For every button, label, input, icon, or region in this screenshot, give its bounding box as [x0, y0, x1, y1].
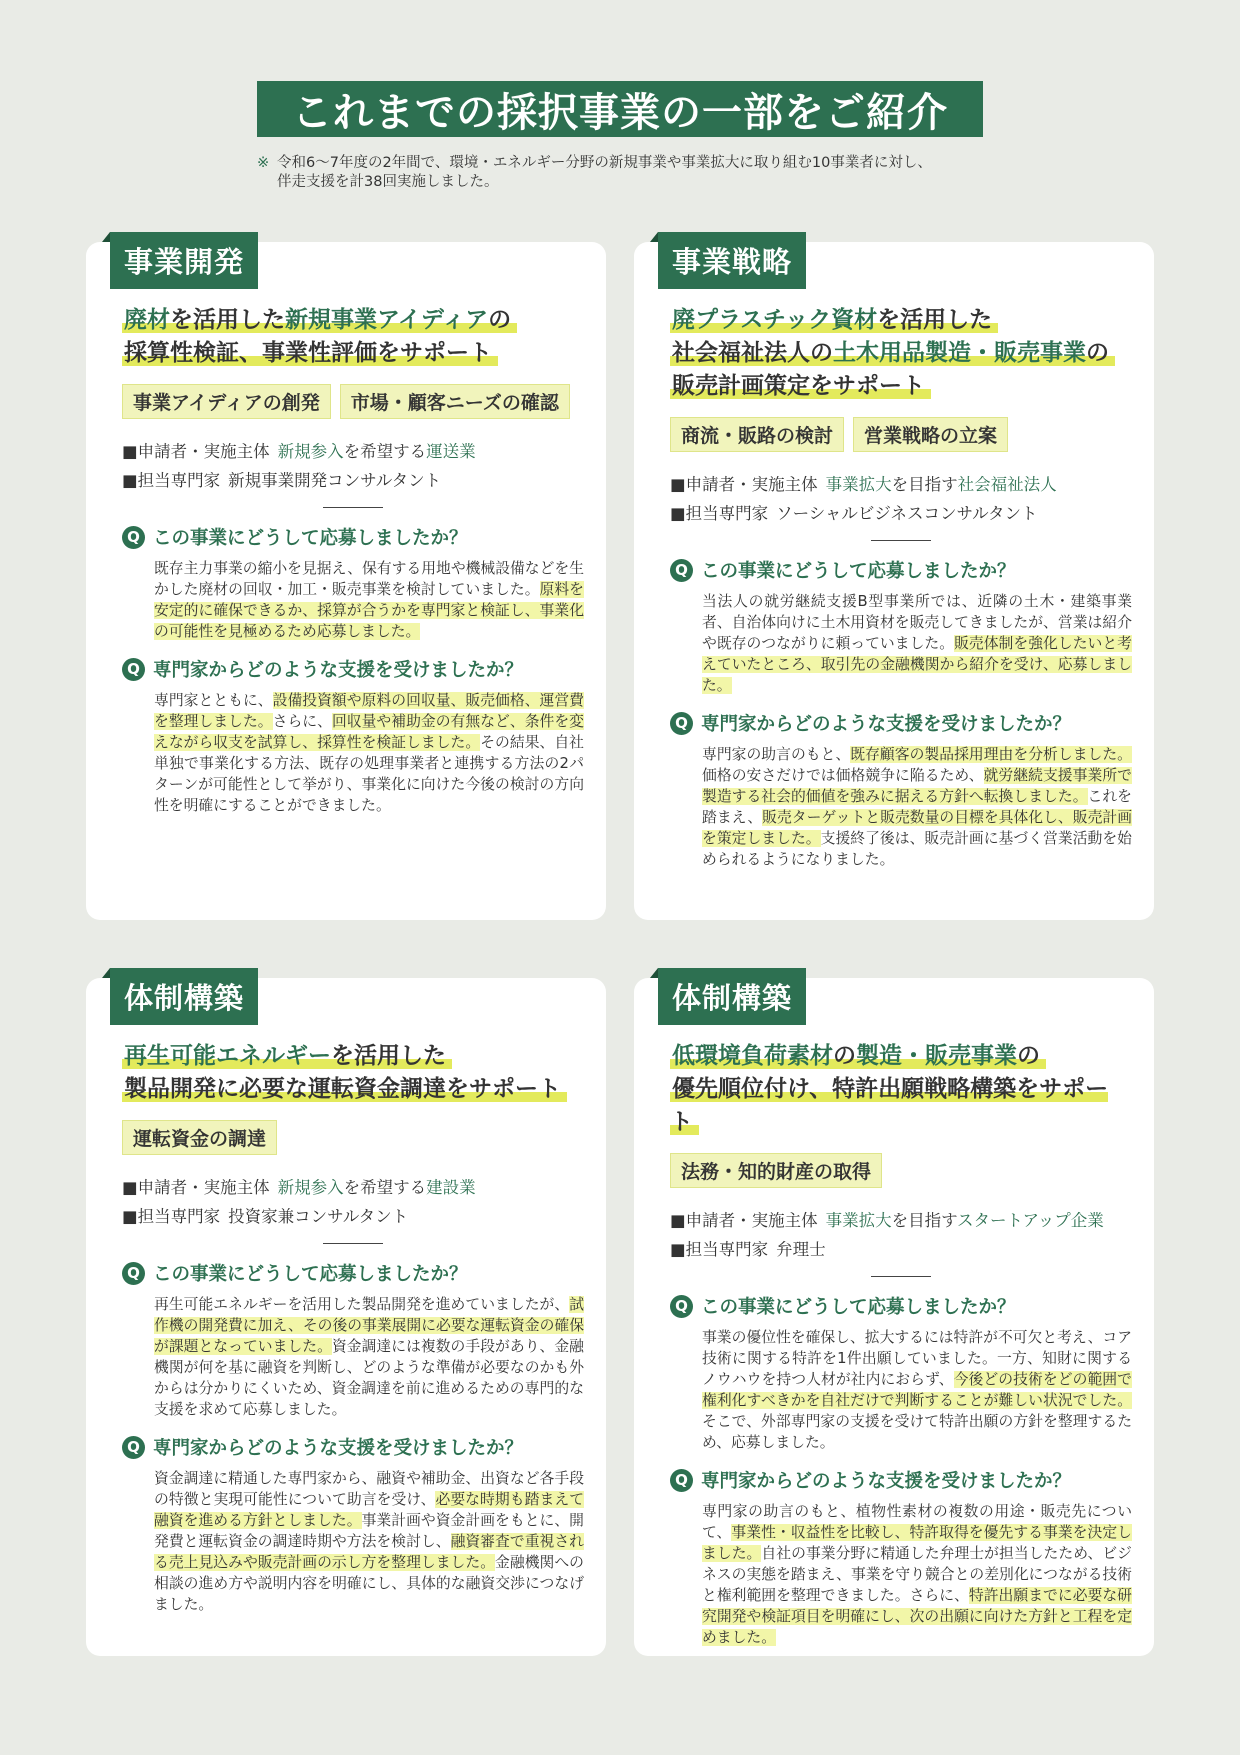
heading-highlight — [122, 340, 498, 366]
q-icon: Q — [122, 526, 145, 549]
answer-segment: 専門家の助言のもと、植物性素材の複数の用途・販売先について、 — [702, 1503, 1132, 1541]
question-support-received — [122, 656, 584, 682]
answer-segment: 専門家の助言のもと、 — [702, 746, 851, 763]
answer-segment: その結果、自社単独で事業化する方法、既存の処理事業者と連携する方法の2パターンが可能性として挙がり、事業化に向けた今後の検討の方向性を明確にすることができました。 — [154, 734, 584, 814]
info-text: ソーシャルビジネスコンサルタント — [776, 504, 1038, 523]
expert-row — [122, 466, 584, 495]
answer-text — [154, 1294, 584, 1420]
question-text: この事業にどうして応募しましたか？ — [153, 528, 468, 549]
answer-highlight: 試作機の開発費に加え、その後の事業展開に必要な運転資金の確保が課題となっていました。 — [154, 1296, 585, 1355]
question-support-received — [670, 1467, 1132, 1493]
heading-highlight — [670, 340, 1115, 366]
info-keyword: 事業拡大 — [825, 1211, 892, 1230]
case-heading — [122, 304, 584, 370]
section-divider — [871, 540, 931, 541]
question-text: 専門家からどのような支援を受けましたか？ — [701, 1471, 1072, 1492]
heading-highlight — [122, 1076, 567, 1102]
question-text: この事業にどうして応募しましたか？ — [701, 1297, 1016, 1318]
info-label: ■申請者・実施主体 — [670, 475, 818, 494]
q-icon: Q — [122, 1436, 145, 1459]
answer-segment: 資金調達に精通した専門家から、融資や補助金、出資など各手段の特徴と実現可能性について助言を受け、 — [154, 1470, 584, 1508]
info-keyword: 事業拡大 — [825, 475, 892, 494]
info-label: ■担当専門家 — [122, 1207, 221, 1226]
applicant-info — [122, 1173, 584, 1231]
card-body — [670, 1040, 1132, 1648]
question-text: 専門家からどのような支援を受けましたか？ — [153, 1438, 524, 1459]
support-tag: 市場・顧客ニーズの確認 — [340, 384, 570, 419]
heading-line — [670, 370, 1132, 403]
applicant-row — [122, 1173, 584, 1202]
info-keyword: 運送業 — [426, 442, 476, 461]
heading-line — [670, 1073, 1132, 1139]
case-card-3 — [86, 978, 606, 1656]
support-tags — [122, 1120, 584, 1155]
applicant-row — [670, 1206, 1132, 1235]
category-tag: 事業戦略 — [658, 232, 806, 289]
answer-segment: 再生可能エネルギーを活用した製品開発を進めていましたが、 — [154, 1296, 570, 1313]
heading-line — [122, 304, 584, 337]
question-text: この事業にどうして応募しましたか？ — [153, 1264, 468, 1285]
info-keyword: スタートアップ企業 — [956, 1211, 1104, 1230]
answer-text — [702, 591, 1132, 696]
heading-keyword: 廃プラスチック資材 — [672, 307, 878, 333]
answer-segment: さらに、 — [272, 713, 332, 730]
answer-highlight: 必要な時期も踏まえて融資を進める方針としました。 — [154, 1491, 584, 1529]
answer-highlight: 設備投資額や原料の回収量、販売価格、運営費を整理しました。 — [154, 692, 584, 730]
info-label: ■申請者・実施主体 — [122, 442, 270, 461]
answer-highlight: 既存顧客の製品採用理由を分析しました。 — [850, 746, 1132, 763]
heading-line — [670, 304, 1132, 337]
q-icon: Q — [670, 1469, 693, 1492]
answer-text — [154, 690, 584, 816]
question-why-applied — [670, 557, 1132, 583]
section-divider — [323, 507, 383, 508]
heading-keyword: 製造・販売事業 — [856, 1043, 1017, 1069]
heading-text: 社会福祉法人の — [672, 340, 833, 366]
info-text: を目指す — [891, 1211, 957, 1230]
heading-text: の — [1017, 1043, 1040, 1069]
answer-highlight: 回収量や補助金の有無など、条件を変えながら収支を試算し、採算性を検証しました。 — [154, 713, 584, 751]
expert-row — [670, 1235, 1132, 1264]
heading-line — [122, 1040, 584, 1073]
answer-segment: 事業計画や資金計画をもとに、開発費と運転資金の調達時期や方法を検討し、 — [154, 1512, 584, 1550]
heading-keyword: 再生可能エネルギー — [124, 1043, 331, 1069]
question-why-applied — [670, 1293, 1132, 1319]
answer-text — [702, 1327, 1132, 1453]
heading-text: 販売計画策定をサポート — [672, 373, 925, 399]
answer-highlight: 原料を安定的に確保できるか、採算が合うかを専門家と検証し、事業化の可能性を見極めるため応募しました。 — [154, 581, 584, 640]
answer-segment: 自社の事業分野に精通した弁理士が担当したため、ビジネスの実態を踏まえ、事業を守り競合との差別化につながる技術と権利範囲を整理できました。さらに、 — [702, 1545, 1132, 1604]
answer-segment: 専門家とともに、 — [154, 692, 273, 709]
answer-segment: 当法人の就労継続支援B型事業所では、近隣の土木・建築事業者、自治体向けに土木用資材を販売してきましたが、営業は紹介や既存のつながりに頼っていました。 — [702, 593, 1132, 652]
answer-segment: 既存主力事業の縮小を見据え、保有する用地や機械設備などを生かした廃材の回収・加工・販売事業を検討していました。 — [154, 560, 585, 598]
answer-highlight: 今後どの技術をどの範囲で権利化すべきかを自社だけで判断することが難しい状況でした。 — [702, 1371, 1132, 1409]
section-divider — [323, 1243, 383, 1244]
heading-highlight — [122, 1043, 452, 1069]
heading-text: を活用した — [170, 307, 285, 333]
applicant-row — [670, 470, 1132, 499]
heading-text: 採算性検証、事業性評価をサポート — [124, 340, 492, 366]
info-text: を目指す — [891, 475, 958, 494]
expert-row — [122, 1202, 584, 1231]
q-icon: Q — [122, 1262, 145, 1285]
heading-highlight — [670, 1076, 1108, 1135]
info-label: ■担当専門家 — [670, 1240, 769, 1259]
info-label: ■申請者・実施主体 — [670, 1211, 818, 1230]
section-divider — [871, 1276, 931, 1277]
question-text: 専門家からどのような支援を受けましたか？ — [153, 660, 524, 681]
category-tag: 体制構築 — [110, 968, 258, 1025]
question-support-received — [122, 1434, 584, 1460]
heading-text: 製品開発に必要な運転資金調達をサポート — [124, 1076, 561, 1102]
support-tag: 商流・販路の検討 — [670, 417, 844, 452]
answer-segment: 価格の安さだけでは価格競争に陥るため、 — [702, 767, 984, 784]
answer-highlight: 事業性・収益性を比較し、特許取得を優先する事業を決定しました。 — [702, 1524, 1132, 1562]
case-heading — [122, 1040, 584, 1106]
question-why-applied — [122, 524, 584, 550]
case-heading — [670, 1040, 1132, 1139]
question-why-applied — [122, 1260, 584, 1286]
heading-line — [122, 1073, 584, 1106]
applicant-info — [670, 1206, 1132, 1264]
support-tag: 法務・知的財産の取得 — [670, 1153, 882, 1188]
answer-text — [154, 1468, 584, 1615]
heading-keyword: 土木用品製造・販売事業 — [833, 340, 1086, 366]
applicant-row — [122, 437, 584, 466]
answer-highlight: 融資審査で重視される売上見込みや販売計画の示し方を整理しました。 — [154, 1533, 584, 1571]
info-text: 弁理士 — [776, 1240, 826, 1259]
page-title: これまでの採択事業の一部をご紹介 — [257, 81, 983, 137]
info-keyword: 新規参入 — [277, 442, 344, 461]
support-tags — [670, 417, 1132, 452]
category-tag: 体制構築 — [658, 968, 806, 1025]
support-tag: 運転資金の調達 — [122, 1120, 277, 1155]
case-card-4 — [634, 978, 1154, 1656]
answer-segment: 金融機関への相談の進め方や説明内容を明確にし、具体的な融資交渉につなげました。 — [154, 1554, 584, 1613]
heading-text: の — [1086, 340, 1109, 366]
heading-line — [670, 1040, 1132, 1073]
heading-text: を活用した — [331, 1043, 446, 1069]
case-heading — [670, 304, 1132, 403]
heading-line — [670, 337, 1132, 370]
case-card-1 — [86, 242, 606, 920]
q-icon: Q — [670, 559, 693, 582]
info-label: ■担当専門家 — [122, 471, 221, 490]
heading-highlight — [670, 1043, 1046, 1069]
info-text: を希望する — [343, 1178, 427, 1197]
heading-highlight — [122, 307, 517, 333]
note-line-2: 伴走支援を計38回実施しました。 — [277, 174, 499, 190]
info-keyword: 建設業 — [426, 1178, 476, 1197]
heading-text: を活用した — [877, 307, 993, 333]
answer-text — [702, 744, 1132, 870]
support-tag: 営業戦略の立案 — [853, 417, 1008, 452]
answer-highlight: 就労継続支援事業所で製造する社会的価値を強みに据える方針へ転換しました。 — [702, 767, 1132, 805]
support-tag: 事業アイディアの創発 — [122, 384, 331, 419]
info-text: 新規事業開発コンサルタント — [228, 471, 442, 490]
q-icon: Q — [670, 1295, 693, 1318]
answer-segment: そこで、外部専門家の支援を受けて特許出願の方針を整理するため、応募しました。 — [702, 1413, 1132, 1451]
expert-row — [670, 499, 1132, 528]
heading-text: の — [488, 307, 512, 333]
info-label: ■申請者・実施主体 — [122, 1178, 270, 1197]
heading-text: 優先順位付け、特許出願戦略構築をサポート — [670, 1076, 1109, 1135]
applicant-info — [670, 470, 1132, 528]
card-body — [122, 1040, 584, 1615]
q-icon: Q — [670, 712, 693, 735]
note-line-1: 令和6～7年度の2年間で、環境・エネルギー分野の新規事業や事業拡大に取り組む10事業者に対し、 — [277, 155, 932, 171]
answer-text — [702, 1501, 1132, 1648]
case-card-2 — [634, 242, 1154, 920]
category-tag: 事業開発 — [110, 232, 258, 289]
note-mark: ※ — [257, 155, 270, 171]
info-text: を希望する — [343, 442, 427, 461]
question-text: この事業にどうして応募しましたか？ — [701, 561, 1016, 582]
heading-keyword: 低環境負荷素材 — [672, 1043, 833, 1069]
question-text: 専門家からどのような支援を受けましたか？ — [701, 714, 1072, 735]
card-body — [670, 304, 1132, 870]
heading-highlight — [670, 373, 931, 399]
answer-text — [154, 558, 584, 642]
heading-text: の — [833, 1043, 856, 1069]
q-icon: Q — [122, 658, 145, 681]
answer-highlight: 特許出願までに必要な研究開発や検証項目を明確にし、次の出願に向けた方針と工程を定めました。 — [702, 1587, 1132, 1646]
heading-highlight — [670, 307, 998, 333]
info-label: ■担当専門家 — [670, 504, 769, 523]
heading-line — [122, 337, 584, 370]
info-text: 投資家兼コンサルタント — [228, 1207, 409, 1226]
answer-segment: 事業の優位性を確保し、拡大するには特許が不可欠と考え、コア技術に関する特許を1件出願していました。一方、知財に関するノウハウを持つ人材が社内におらず、 — [702, 1329, 1133, 1388]
question-support-received — [670, 710, 1132, 736]
support-tags — [670, 1153, 1132, 1188]
answer-highlight: 販売ターゲットと販売数量の目標を具体化し、販売計画を策定しました。 — [702, 809, 1132, 847]
answer-segment: 資金調達には複数の手段があり、金融機関が何を基に融資を判断し、どのような準備が必要なのかも外からは分かりにくいため、資金調達を前に進めるための専門的な支援を求めて応募しました。 — [154, 1338, 584, 1418]
info-keyword: 社会福祉法人 — [957, 475, 1057, 494]
answer-highlight: 販売体制を強化したいと考えていたところ、取引先の金融機関から紹介を受け、応募しました。 — [702, 635, 1132, 694]
heading-keyword: 新規事業アイディア — [285, 307, 489, 333]
heading-keyword: 廃材 — [124, 307, 170, 333]
intro-note — [257, 154, 987, 192]
answer-segment: 支援終了後は、販売計画に基づく営業活動を始められるようになりました。 — [702, 830, 1132, 868]
answer-segment: これを踏まえ、 — [702, 788, 1132, 826]
info-keyword: 新規参入 — [277, 1178, 344, 1197]
support-tags — [122, 384, 584, 419]
applicant-info — [122, 437, 584, 495]
card-body — [122, 304, 584, 816]
